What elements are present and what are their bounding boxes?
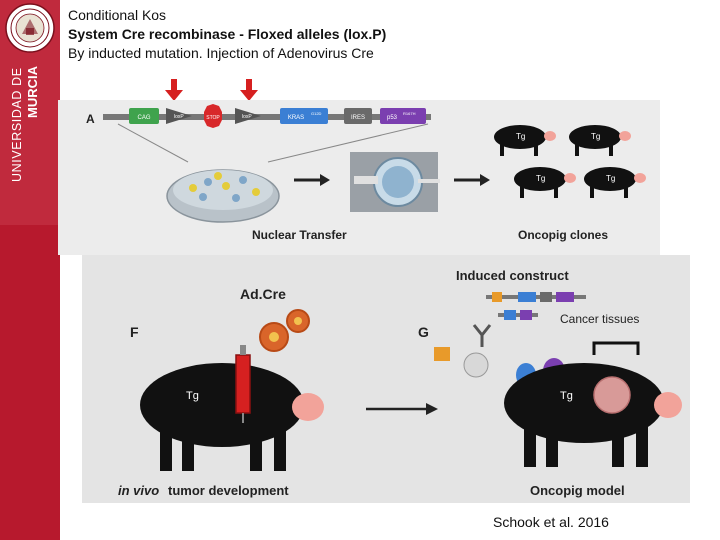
svg-text:G12D: G12D [311,111,322,116]
caption-oncopig-clones: Oncopig clones [518,228,609,242]
figure-panel-fg [82,255,690,503]
panel-a-label: A [86,112,95,126]
header-line-1: Conditional Kos [68,7,167,23]
university-seal-icon [4,2,56,54]
induced-construct [486,292,586,302]
svg-text:loxP: loxP [242,114,252,120]
caption-oncopig-model: Oncopig model [530,483,625,498]
red-down-arrow-icon [164,79,184,101]
caption-in-vivo: in vivo [118,483,160,498]
svg-text:Tg: Tg [560,390,573,402]
svg-text:Tg: Tg [606,174,616,183]
figure-panel-a [58,100,660,255]
svg-text:Tg: Tg [516,132,526,141]
panel-f-label: F [130,324,139,340]
svg-text:KRAS: KRAS [287,115,305,121]
sidebar [0,0,60,540]
svg-text:IRES: IRES [350,115,366,121]
panel-g-label: G [418,324,429,340]
red-down-arrow-icon [239,79,259,101]
university-name [8,64,40,184]
slide-header [68,6,386,63]
svg-text:p53: p53 [386,115,398,121]
syringe-icon [236,345,250,423]
university-line1: UNIVERSIDAD DE [10,67,24,182]
petri-dish-icon [167,170,279,222]
caption-tumor-development: tumor development [168,483,289,498]
svg-text:Tg: Tg [536,174,546,183]
header-line-3: By inducted mutation. Injection of Adenovirus Cre [68,45,374,61]
svg-text:STOP: STOP [206,115,220,121]
header-line-2: System Cre recombinase - Floxed alleles (lox.P) [68,26,387,42]
nuclear-transfer-micrograph [350,152,440,212]
svg-text:Tg: Tg [591,132,601,141]
cancer-tissues-label: Cancer tissues [560,312,640,326]
svg-text:CAG: CAG [137,115,151,121]
caption-nuclear-transfer: Nuclear Transfer [252,228,347,242]
induced-construct-label: Induced construct [456,268,569,283]
svg-text:Tg: Tg [186,390,199,402]
citation: Schook et al. 2016 [493,514,609,530]
svg-text:R167H: R167H [403,111,416,116]
adcre-label: Ad.Cre [240,286,286,302]
university-line2: MURCIA [25,66,40,118]
svg-text:loxP: loxP [174,114,184,120]
